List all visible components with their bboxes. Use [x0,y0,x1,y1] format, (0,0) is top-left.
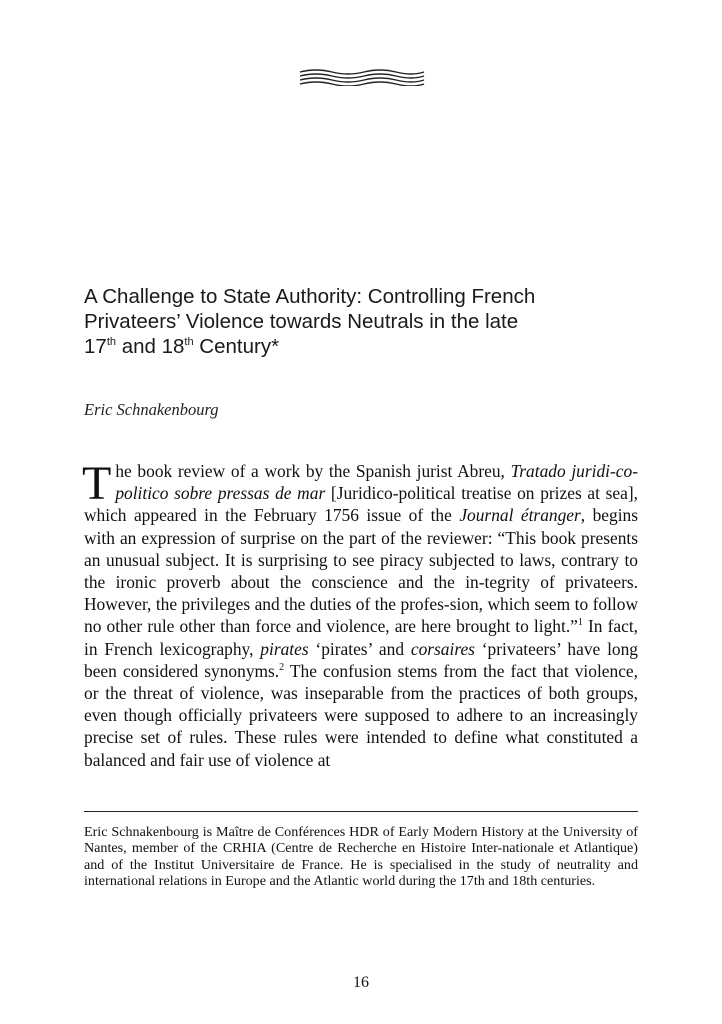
body-text-segment: In fact, in French lexicography, [84,616,638,659]
body-text-segment: ‘pirates’ and [308,638,411,659]
body-text-segment: The confusion stems from the fact that violence, or the threat of violence, was inseparable from the practices of both groups, even though officially privateers were supposed to adhere to an increasingly precise set of rules. These rules were intended to define what constituted a balanced and fair use of violence at [84,660,638,770]
footnote-divider [84,811,638,812]
body-text-segment: he book review of a work by the Spanish jurist Abreu, [115,461,511,481]
title-line-1: A Challenge to State Authority: Controlling French [84,285,536,308]
body-text-segment: ‘privateers’ have long been considered synonyms. [84,638,638,681]
title-superscript-1: th [106,336,116,348]
author-footnote: Eric Schnakenbourg is Maître de Conférences HDR of Early Modern History at the University of Nantes, member of the CRHIA (Centre de Recherche en Histoire Inter-nationale et Atlantique) and of the Institut Universitaire de France. He is specialised in the study of neutrality and international relations in Europe and the Atlantic world during the 17th and 18th centuries. [84,824,638,890]
footnote-ref-2[interactable]: 2 [279,661,285,673]
title-line-3-middle: and 18 [116,335,185,358]
title-line-3-number: 17 [84,335,107,358]
footnote-ref-1[interactable]: 1 [577,617,583,629]
book-title: Tratado juridi-co-politico sobre pressas de mar [115,461,639,504]
body-paragraph [82,457,639,771]
page-number: 16 [353,974,369,991]
title-line-3-end: Century* [193,335,280,358]
chapter-title [84,284,644,359]
drop-cap: T [82,457,112,510]
term-corsaires: corsaires [410,638,475,659]
title-line-2: Privateers’ Violence towards Neutrals in the late [84,310,519,333]
body-text-segment: , begins with an expression of surprise on the part of the reviewer: “This book presents an unusual subject. It is surprising to see piracy subjected to laws, contrary to the ironic proverb about the conscience and the in-tegrity of privateers. However, the privileges and the duties of the profes-sion, which seem to follow no other rule other than force and violence, are here brought to light.” [84,505,639,637]
wave-ornament-icon [298,68,426,86]
title-superscript-2: th [184,336,194,348]
body-text-segment: [Juridico-political treatise on prizes at sea], which appeared in the February 1756 issue of the [84,483,639,526]
journal-title: Journal étranger [459,505,581,526]
term-pirates: pirates [260,638,309,659]
author-name: Eric Schnakenbourg [84,400,219,419]
